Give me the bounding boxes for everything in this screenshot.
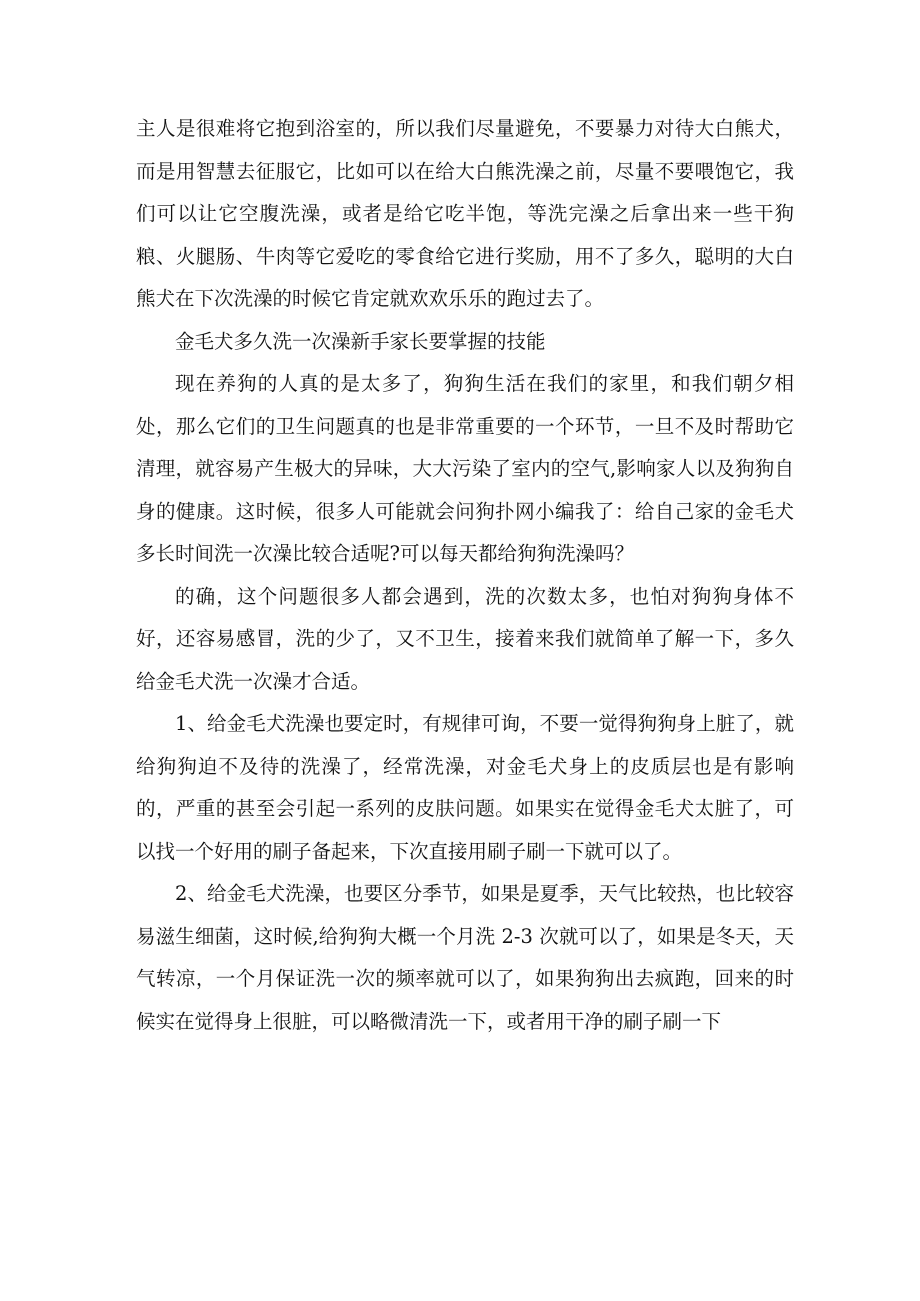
paragraph-bathing-great-pyrenees: 主人是很难将它抱到浴室的，所以我们尽量避免，不要暴力对待大白熊犬，而是用智慧去征服它，比如可以在给大白熊洗澡之前，尽量不要喂饱它，我们可以让它空腹洗澡，或者是给它吃半饱，等洗完澡之后拿出来一些干狗粮、火腿肠、牛肉等它爱吃的零食给它进行奖励，用不了多久，聪明的大白熊犬在下次洗澡的时候它肯定就欢欢乐乐的跑过去了。 <box>136 117 794 310</box>
paragraph-tip-1: 1、给金毛犬洗澡也要定时，有规律可询，不要一觉得狗狗身上脏了，就给狗狗迫不及待的洗澡了，经常洗澡，对金毛犬身上的皮质层也是有影响的，严重的甚至会引起一系列的皮肤问题。如果实在觉得金毛犬太脏了，可以找一个好用的刷子备起来，下次直接用刷子刷一下就可以了。 <box>136 712 794 863</box>
paragraph-frequency-question: 的确，这个问题很多人都会遇到，洗的次数太多，也怕对狗狗身体不好，还容易感冒，洗的少了，又不卫生，接着来我们就简单了解一下，多久给金毛犬洗一次澡才合适。 <box>136 584 794 693</box>
paragraph-intro: 现在养狗的人真的是太多了，狗狗生活在我们的家里，和我们朝夕相处，那么它们的卫生问题真的也是非常重要的一个环节，一旦不及时帮助它清理，就容易产生极大的异味，大大污染了室内的空气,影响家人以及狗狗自身的健康。这时候，很多人可能就会问狗扑网小编我了：给自己家的金毛犬多长时间洗一次澡比较合适呢?可以每天都给狗狗洗澡吗？ <box>136 372 794 565</box>
section-heading: 金毛犬多久洗一次澡新手家长要掌握的技能 <box>175 329 546 353</box>
paragraph-tip-2: 2、给金毛犬洗澡，也要区分季节，如果是夏季，天气比较热，也比较容易滋生细菌，这时候,给狗狗大概一个月洗 2-3 次就可以了，如果是冬天，天气转凉，一个月保证洗一次的频率就可以了，如果狗狗出去疯跑，回来的时候实在觉得身上很脏，可以略微清洗一下，或者用干净的刷子刷一下 <box>136 882 794 1033</box>
document-body <box>136 108 794 1043</box>
